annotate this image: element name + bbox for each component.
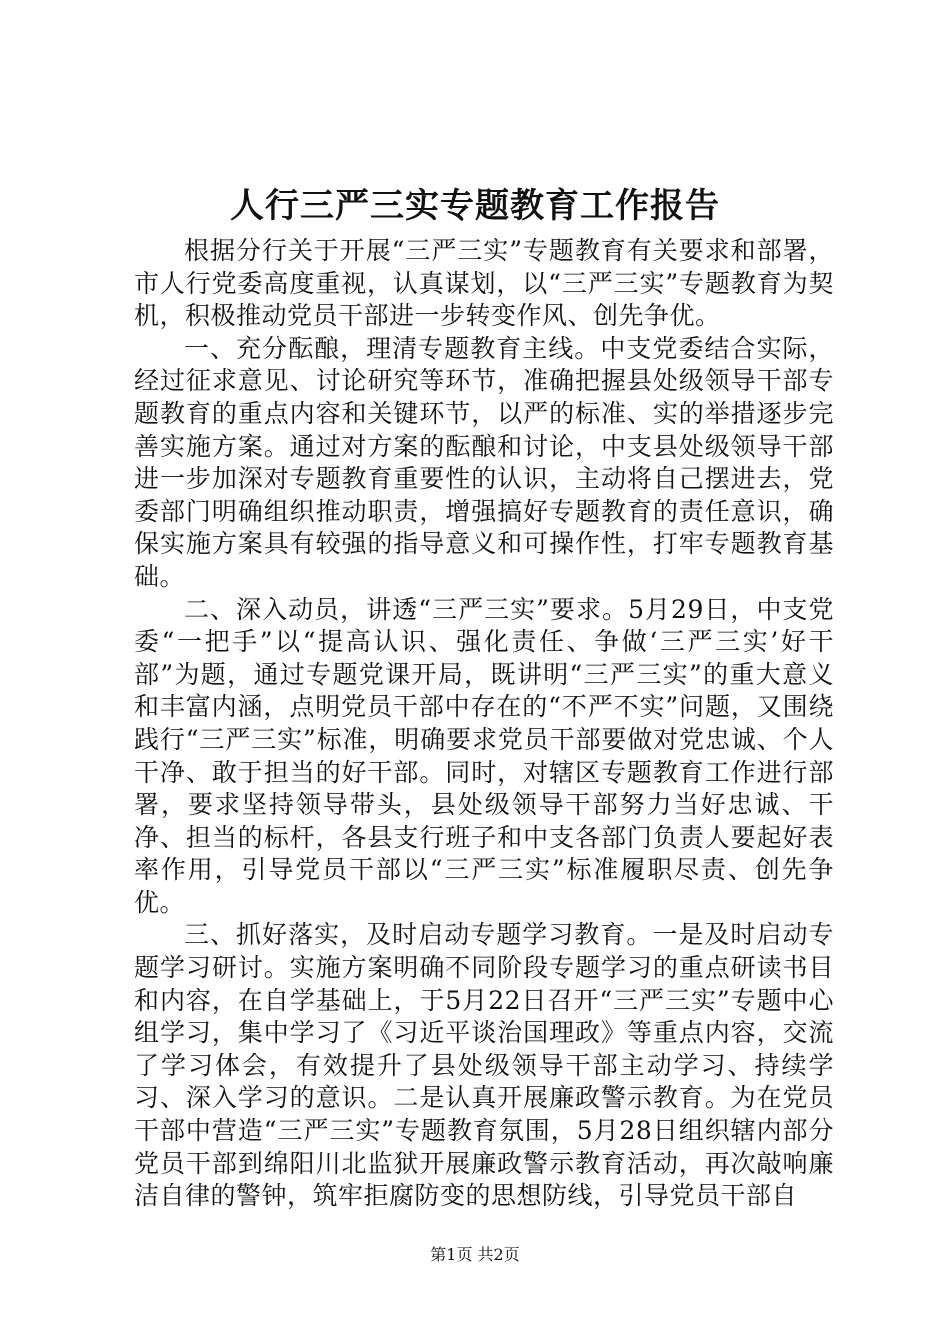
paragraph-section-1: 一、充分酝酿，理清专题教育主线。中支党委结合实际，经过征求意见、讨论研究等环节，准确把握县处级领导干部专题教育的重点内容和关键环节，以严的标准、实的举措逐步完善实施方案。通过对方案的酝酿和讨论，中支县处级领导干部进一步加深对专题教育重要性的认识，主动将自己摆进去，党委部门明确组织推动职责，增强搞好专题教育的责任意识，确保实施方案具有较强的指导意义和可操作性，打牢专题教育基础。	[134, 333, 834, 591]
document-body	[134, 235, 834, 1213]
document-title: 人行三严三实专题教育工作报告	[230, 186, 720, 226]
page-footer: 第1页 共2页	[430, 1245, 520, 1264]
paragraph-section-2: 二、深入动员，讲透“三严三实”要求。5月29日，中支党委“一把手”以“提高认识、强化责任、争做‘三严三实’好干部”为题，通过专题党课开局，既讲明“三严三实”的重大意义和丰富内涵，点明党员干部中存在的“不严不实”问题，又围绕践行“三严三实”标准，明确要求党员干部要做对党忠诚、个人干净、敢于担当的好干部。同时，对辖区专题教育工作进行部署，要求坚持领导带头，县处级领导干部努力当好忠诚、干净、担当的标杆，各县支行班子和中支各部门负责人要起好表率作用，引导党员干部以“三严三实”标准履职尽责、创先争优。	[134, 594, 834, 917]
paragraph-section-3: 三、抓好落实，及时启动专题学习教育。一是及时启动专题学习研讨。实施方案明确不同阶段专题学习的重点研读书目和内容，在自学基础上，于5月22日召开“三严三实”专题中心组学习，集中学习了《习近平谈治国理政》等重点内容，交流了学习体会，有效提升了县处级领导干部主动学习、持续学习、深入学习的意识。二是认真开展廉政警示教育。为在党员干部中营造“三严三实”专题教育氛围，5月28日组织辖内部分党员干部到绵阳川北监狱开展廉政警示教育活动，再次敲响廉洁自律的警钟，筑牢拒腐防变的思想防线，引导党员干部自	[134, 920, 834, 1211]
paragraph-intro: 根据分行关于开展“三严三实”专题教育有关要求和部署，市人行党委高度重视，认真谋划，以“三严三实”专题教育为契机，积极推动党员干部进一步转变作风、创先争优。	[134, 236, 834, 331]
